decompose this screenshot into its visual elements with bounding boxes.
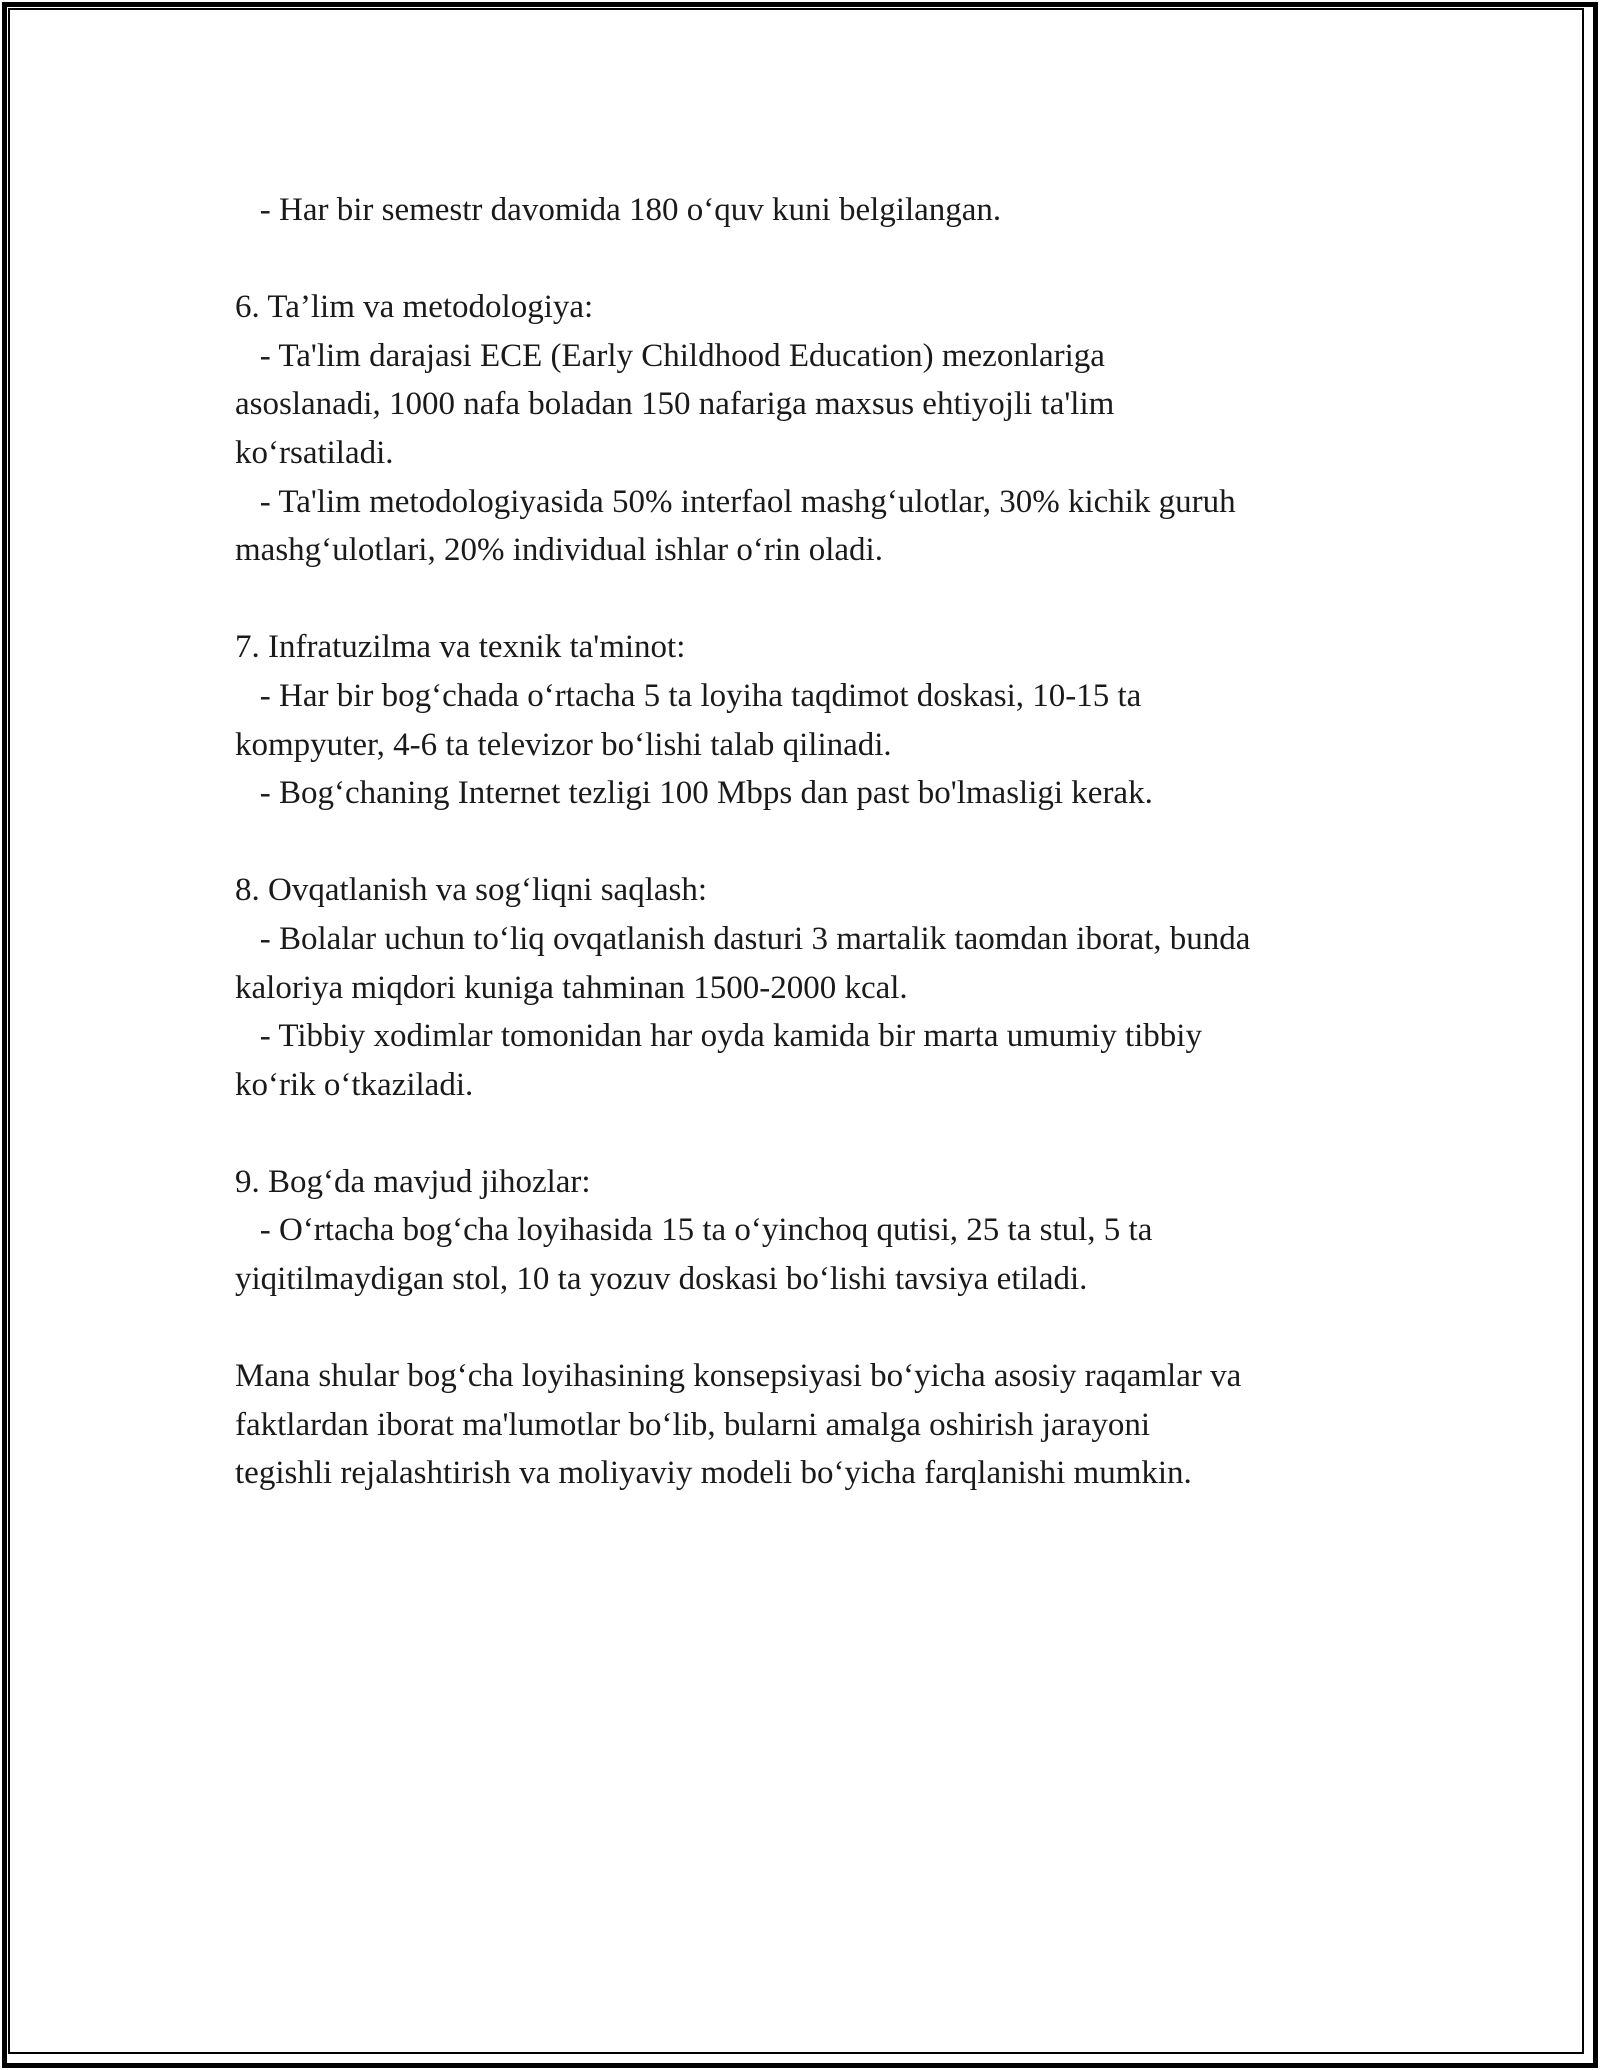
text-line: - Har bir bogʻchada oʻrtacha 5 ta loyiha taqdimot doskasi, 10-15 ta — [235, 677, 1142, 714]
blank-line — [235, 235, 1395, 284]
text-line: - Har bir semestr davomida 180 oʻquv kuni belgilangan. — [235, 192, 1002, 228]
text-line: kaloriya miqdori kuniga tahminan 1500-2000 kcal. — [235, 969, 908, 1006]
text-line: - Ta'lim metodologiyasida 50% interfaol mashgʻulotlar, 30% kichik guruh — [235, 483, 1236, 520]
text-line: kompyuter, 4-6 ta televizor boʻlishi talab qilinadi. — [235, 726, 892, 763]
text-line: yiqitilmaydigan stol, 10 ta yozuv doskasi boʻlishi tavsiya etiladi. — [235, 1261, 1088, 1298]
document-body — [235, 186, 1395, 1498]
text-line: - Bolalar uchun toʻliq ovqatlanish dasturi 3 martalik taomdan iborat, bunda — [235, 920, 1251, 957]
closing-paragraph-line: faktlardan iborat ma'lumotlar boʻlib, bularni amalga oshirish jarayoni — [235, 1406, 1151, 1443]
section-heading: 8. Ovqatlanish va sogʻliqni saqlash: — [235, 872, 708, 909]
text-line: - Oʻrtacha bogʻcha loyihasida 15 ta oʻyinchoq qutisi, 25 ta stul, 5 ta — [235, 1212, 1153, 1249]
text-line: - Tibbiy xodimlar tomonidan har oyda kamida bir marta umumiy tibbiy — [235, 1018, 1202, 1055]
section-heading: 6. Ta’lim va metodologiya: — [235, 289, 594, 326]
blank-line — [235, 575, 1395, 624]
text-line: - Ta'lim darajasi ECE (Early Childhood Education) mezonlariga — [235, 337, 1105, 374]
text-line: mashgʻulotlari, 20% individual ishlar oʻrin oladi. — [235, 532, 883, 569]
closing-paragraph-line: Mana shular bogʻcha loyihasining konsepsiyasi boʻyicha asosiy raqamlar va — [235, 1358, 1242, 1395]
blank-line — [235, 1109, 1395, 1158]
section-heading: 9. Bogʻda mavjud jihozlar: — [235, 1163, 591, 1200]
closing-paragraph-line: tegishli rejalashtirish va moliyaviy modeli boʻyicha farqlanishi mumkin. — [235, 1455, 1192, 1492]
blank-line — [235, 1304, 1395, 1353]
text-line: asoslanadi, 1000 nafa boladan 150 nafariga maxsus ehtiyojli ta'lim — [235, 386, 1115, 423]
text-line: koʻrik oʻtkaziladi. — [235, 1066, 474, 1103]
section-heading: 7. Infratuzilma va texnik ta'minot: — [235, 629, 686, 666]
text-line: koʻrsatiladi. — [235, 434, 394, 471]
text-line: - Bogʻchaning Internet tezligi 100 Mbps dan past bo'lmasligi kerak. — [235, 775, 1153, 812]
blank-line — [235, 818, 1395, 867]
